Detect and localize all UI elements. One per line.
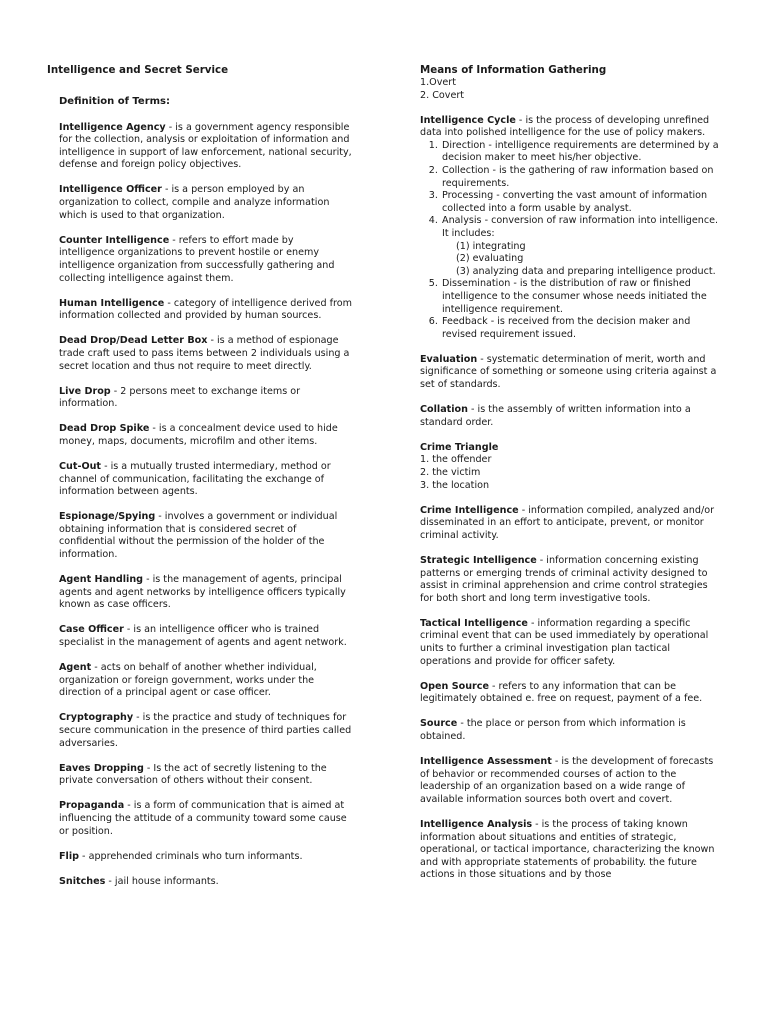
term-entry-agent-handling: Agent Handling - is the management of agents, principal agents and agent networks by intelligence officers typically known as case officers. [59, 574, 346, 611]
term-definition: is the practice and study of techniques for secure communication in the presence of third parties called adversaries. [59, 712, 352, 749]
cycle-substeps [442, 241, 720, 279]
right-term-list [420, 505, 720, 882]
term-name: Snitches [59, 875, 106, 887]
term-entry-case-officer: Case Officer - is an intelligence officer who is trained specialist in the management of agents and agent network. [59, 624, 347, 648]
term-name: Dead Drop/Dead Letter Box [59, 335, 208, 347]
term-definition: apprehended criminals who turn informants. [88, 850, 303, 862]
term-entry-eaves-dropping: Eaves Dropping - Is the act of secretly listening to the private conversation of others without their consent. [59, 762, 327, 787]
term-definition: is a method of espionage trade craft used to pass items between 2 individuals using a secret location and thus not require to meet directly. [59, 335, 350, 372]
term-definition: is the assembly of written information into a standard order. [420, 404, 691, 428]
term-name: Live Drop [59, 385, 111, 397]
term-definition: Is the act of secretly listening to the private conversation of others without their consent. [59, 762, 327, 787]
cycle-step-text: Collection - is the gathering of raw information based on requirements. [442, 165, 714, 189]
term-name: Intelligence Agency [59, 121, 166, 133]
term-name: Dead Drop Spike [59, 423, 150, 435]
term-definition: information compiled, analyzed and/or disseminated in an effort to anticipate, prevent, or monitor criminal activity. [420, 504, 715, 541]
cycle-substep: (2) evaluating [456, 253, 524, 265]
term-definition: acts on behalf of another whether individual, organization or foreign government, works under the direction of a principal agent or case officer. [59, 662, 317, 699]
term-definition: jail house informants. [114, 875, 219, 887]
term-definition: is a mutually trusted intermediary, method or channel of communication, facilitating the exchange of information between agents. [59, 460, 331, 498]
term-definition: involves a government or individual obtaining information that is considered secret of confidential without the permission of the holder of the information. [59, 511, 338, 561]
term-entry-espionage-spying: Espionage/Spying - involves a government or individual obtaining information that is considered secret of confidential without the permission of the holder of the information. [59, 511, 338, 561]
term-definition: category of intelligence derived from information collected and provided by human sources. [59, 297, 352, 322]
term-name: Agent Handling [59, 574, 144, 586]
term-name: Intelligence Analysis [420, 819, 533, 830]
cycle-step-text: Direction - intelligence requirements are determined by a decision maker to meet his/her objective. [442, 139, 719, 164]
term-definition: is the development of forecasts of behavior or recommended courses of action to the leadership of an organization based on a wide range of available information sources both overt and covert. [420, 756, 714, 805]
term-entry-agent: Agent - acts on behalf of another whether individual, organization or foreign government, works under the direction of a principal agent or case officer. [59, 662, 317, 699]
intelligence-cycle-steps [420, 140, 720, 342]
term-name: Eaves Dropping [59, 762, 144, 774]
term-name: Collation [420, 404, 468, 416]
term-definition: is the process of taking known information about situations and entities of strategic, operational, or tactical importance, characterizing the known and with appropriate statements of probability. the future actions in those situations and by those [420, 819, 715, 881]
term-entry-counter-intelligence: Counter Intelligence - refers to effort made by intelligence organizations to prevent hostile or enemy intelligence organization from successfully gathering and collecting intelligence against them. [59, 234, 335, 284]
cycle-step-text: Feedback - is received from the decision maker and revised requirement issued. [442, 316, 691, 340]
term-name: Tactical Intelligence [420, 617, 528, 629]
document-title: Intelligence and Secret Service [47, 64, 229, 76]
term-entry-open-source: Open Source - refers to any information that can be legitimately obtained e. free on request, payment of a fee. [420, 680, 703, 705]
term-entry-human-intelligence: Human Intelligence - category of intelligence derived from information collected and provided by human sources. [59, 297, 352, 322]
cycle-step [441, 190, 720, 215]
term-name: Strategic Intelligence [420, 555, 537, 566]
cycle-step-text: Processing - converting the vast amount of information collected into a form usable by analyst. [442, 190, 708, 214]
term-definition: information regarding a specific criminal event that can be used immediately by operational units to further a criminal investigation plan tactical operations and provide for officer safety. [420, 617, 709, 667]
term-name: Open Source [420, 680, 489, 692]
cycle-substep: (1) integrating [456, 240, 526, 252]
term-name: Intelligence Officer [59, 184, 162, 196]
term-entry-strategic-intelligence: Strategic Intelligence - information concerning existing patterns or emerging trends of criminal activity designed to assist in criminal apprehension and crime control strategies for both short and long term investigative tools. [420, 555, 708, 604]
term-entry-evaluation: Evaluation - systematic determination of merit, worth and significance of something or someone using criteria against a set of standards. [420, 353, 717, 391]
term-definition: is a form of communication that is aimed at influencing the attitude of a community toward some cause or position. [59, 800, 347, 837]
term-definition: is a concealment device used to hide money, maps, documents, microfilm and other items. [59, 423, 338, 447]
term-definition: is a person employed by an organization to collect, compile and analyze information which is used to that organization. [59, 184, 330, 221]
term-definition: is a government agency responsible for the collection, analysis or exploitation of information and intelligence in support of law enforcement, national security, defense and foreign policy objectives. [59, 121, 352, 171]
cycle-step [441, 140, 720, 165]
crime-triangle-item: 3. the location [420, 479, 490, 491]
term-definition: systematic determination of merit, worth and significance of something or someone using criteria against a set of standards. [420, 353, 717, 391]
cycle-step [441, 278, 720, 316]
term-entry-flip: Flip - apprehended criminals who turn informants. [59, 850, 303, 862]
term-definition: refers to any information that can be legitimately obtained e. free on request, payment of a fee. [420, 680, 703, 705]
term-name: Intelligence Cycle [420, 114, 516, 126]
cycle-step [441, 215, 720, 278]
term-entry-source: Source - the place or person from which information is obtained. [420, 718, 686, 743]
term-entry-intelligence-agency: Intelligence Agency - is a government agency responsible for the collection, analysis or exploitation of information and intelligence in support of law enforcement, national security, defense and foreign policy objectives. [59, 121, 352, 171]
term-definition: refers to effort made by intelligence organizations to prevent hostile or enemy intelligence organization from successfully gathering and collecting intelligence against them. [59, 234, 335, 284]
term-entry-live-drop: Live Drop - 2 persons meet to exchange items or information. [59, 385, 301, 410]
cycle-step-text: Dissemination - is the distribution of raw or finished intelligence to the consumer whose needs initiated the intelligence requirement. [442, 278, 707, 315]
term-entry-propaganda: Propaganda - is a form of communication that is aimed at influencing the attitude of a community toward some cause or position. [59, 800, 347, 837]
term-name: Evaluation [420, 353, 478, 365]
crime-triangle-item: 1. the offender [420, 454, 492, 466]
term-entry-tactical-intelligence: Tactical Intelligence - information regarding a specific criminal event that can be used immediately by operational units to further a criminal investigation plan tactical operations and provide for officer safety. [420, 617, 709, 667]
term-name: Cryptography [59, 712, 134, 724]
term-entry-crime-intelligence: Crime Intelligence - information compiled, analyzed and/or disseminated in an effort to anticipate, prevent, or monitor criminal activity. [420, 504, 715, 541]
term-definition: is the management of agents, principal agents and agent networks by intelligence officers typically known as case officers. [59, 574, 346, 611]
left-column [47, 64, 352, 901]
term-name: Human Intelligence [59, 297, 165, 309]
term-entry-dead-drop-dead-letter-box: Dead Drop/Dead Letter Box - is a method of espionage trade craft used to pass items between 2 individuals using a secret location and thus not require to meet directly. [59, 335, 350, 372]
term-entry-intelligence-assessment: Intelligence Assessment - is the development of forecasts of behavior or recommended courses of action to the leadership of an organization based on a wide range of available information sources both overt and covert. [420, 756, 714, 805]
term-entry-collation: Collation - is the assembly of written information into a standard order. [420, 404, 691, 428]
left-term-list [59, 122, 352, 889]
term-name: Flip [59, 850, 79, 862]
term-name: Espionage/Spying [59, 511, 156, 523]
term-definition: information concerning existing patterns or emerging trends of criminal activity designed to assist in criminal apprehension and crime control strategies for both short and long term investigative tools. [420, 555, 708, 604]
term-name: Intelligence Assessment [420, 756, 552, 768]
term-definition: is the process of developing unrefined data into polished intelligence for the use of policy makers. [420, 114, 710, 139]
term-entry-dead-drop-spike: Dead Drop Spike - is a concealment device used to hide money, maps, documents, microfilm and other items. [59, 423, 338, 447]
cycle-substep: (3) analyzing data and preparing intelligence product. [456, 265, 716, 277]
term-entry-intelligence-cycle: Intelligence Cycle - is the process of developing unrefined data into polished intelligence for the use of policy makers. [420, 114, 710, 139]
term-name: Crime Intelligence [420, 504, 519, 516]
crime-triangle-title: Crime Triangle [420, 441, 499, 453]
cycle-step [441, 316, 720, 341]
term-definition: 2 persons meet to exchange items or information. [59, 385, 301, 410]
crime-triangle [420, 442, 720, 492]
term-entry-cryptography: Cryptography - is the practice and study of techniques for secure communication in the presence of third parties called adversaries. [59, 712, 352, 749]
term-name: Propaganda [59, 800, 125, 812]
term-entry-cut-out: Cut-Out - is a mutually trusted intermediary, method or channel of communication, facilitating the exchange of information between agents. [59, 460, 331, 498]
cycle-step [441, 165, 720, 190]
term-name: Agent [59, 662, 92, 674]
term-name: Cut-Out [59, 460, 102, 472]
means-item-overt: 1.Overt [420, 77, 456, 88]
term-entry-intelligence-officer: Intelligence Officer - is a person employed by an organization to collect, compile and analyze information which is used to that organization. [59, 184, 330, 221]
right-column [420, 64, 720, 894]
cycle-step-text: Analysis - conversion of raw information into intelligence. It includes: [442, 215, 719, 240]
term-entry-intelligence-analysis: Intelligence Analysis - is the process of taking known information about situations and entities of strategic, operational, or tactical importance, characterizing the known and with appropriate statements of probability. the future actions in those situations and by those [420, 819, 715, 881]
term-definition: is an intelligence officer who is trained specialist in the management of agents and agent network. [59, 624, 347, 648]
term-name: Source [420, 718, 458, 730]
term-definition: the place or person from which information is obtained. [420, 718, 686, 743]
means-item-covert: 2. Covert [420, 89, 465, 101]
term-name: Counter Intelligence [59, 234, 170, 246]
definitions-heading: Definition of Terms: [59, 96, 171, 107]
term-name: Case Officer [59, 624, 124, 636]
crime-triangle-item: 2. the victim [420, 467, 481, 479]
term-entry-snitches: Snitches - jail house informants. [59, 875, 219, 887]
means-title: Means of Information Gathering [420, 64, 607, 76]
